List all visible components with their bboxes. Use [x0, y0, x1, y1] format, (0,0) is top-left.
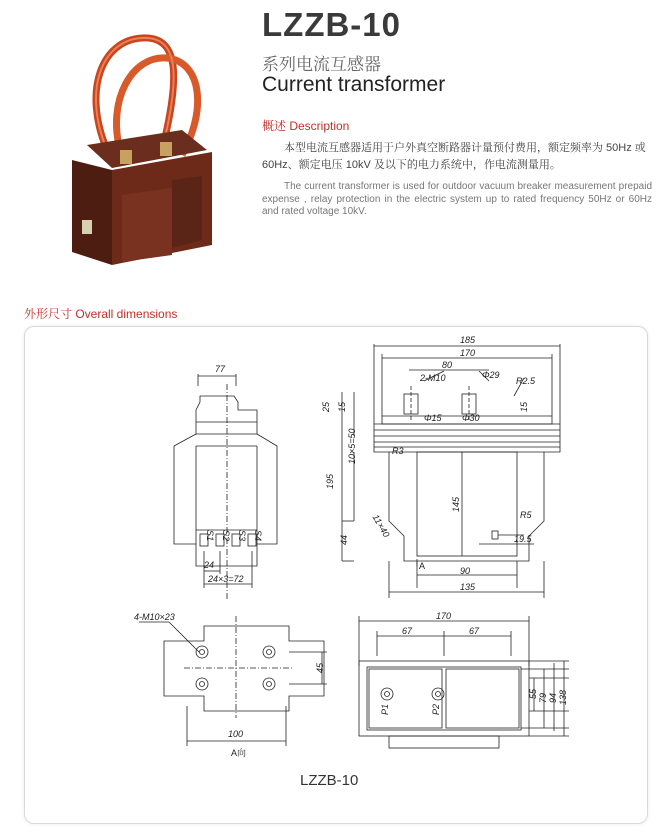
view-a-marker: A — [419, 561, 426, 571]
dim-185: 185 — [460, 335, 476, 345]
dimension-drawing — [24, 326, 646, 822]
dim-80: 80 — [442, 360, 453, 370]
terminal-s1: S1 — [205, 530, 215, 542]
dim-67-left: 67 — [402, 626, 413, 636]
dim-90: 90 — [460, 566, 471, 576]
dim-15-left: 15 — [337, 401, 347, 412]
top-view — [359, 616, 569, 748]
dim-67-right: 67 — [469, 626, 480, 636]
dim-79: 79 — [538, 692, 548, 703]
drawing-caption: LZZB-10 — [300, 772, 359, 789]
dim-fins: 10×5=50 — [347, 428, 357, 464]
radius-r5: R5 — [520, 510, 532, 520]
series-title: 系列电流互感器 — [262, 55, 381, 74]
bottom-view — [139, 616, 327, 746]
dimensions-heading: 外形尺寸 Overall dimensions — [24, 307, 178, 321]
terminal-s2: S2 — [221, 530, 231, 542]
description-chinese: 本型电流互感器适用于户外真空断路器计量预付费用，额定频率为 50Hz 或 60Hz、额定电压 10kV 及以下的电力系统中，作电流测量用。 — [262, 142, 646, 171]
radius-r3: R3 — [392, 446, 404, 456]
dim-195: 195 — [325, 473, 335, 489]
description-english: The current transformer is used for outdoor vacuum breaker measurement prepaid expense , relay protection in the electric system up to rated frequency 50Hz or 60Hz and rated voltage 10kV. — [262, 181, 652, 217]
dia-30: Φ30 — [462, 413, 480, 423]
dim-24x3: 24×3=72 — [208, 574, 244, 584]
product-photo — [62, 30, 237, 275]
top-view-labels — [380, 611, 568, 715]
dim-170: 170 — [460, 348, 476, 358]
radius-r2-5: R2.5 — [516, 376, 536, 386]
dim-100: 100 — [228, 729, 244, 739]
model-title: LZZB-10 — [262, 6, 401, 43]
side-view-labels — [203, 364, 263, 584]
view-a-label: A向 — [231, 748, 247, 758]
dia-15: Φ15 — [424, 413, 442, 423]
dim-24: 24 — [204, 560, 215, 570]
slot-11x40: 11×40 — [370, 512, 392, 539]
thread-2-m10: 2-M10 — [420, 373, 446, 383]
dim-135: 135 — [460, 582, 476, 592]
terminal-s4: S4 — [253, 530, 263, 542]
dim-25: 25 — [321, 401, 331, 412]
terminal-p1: P1 — [380, 703, 390, 715]
bolts-4-m10: 4-M10×23 — [134, 612, 175, 622]
dim-45: 45 — [315, 662, 325, 673]
front-view-labels — [321, 335, 536, 592]
dim-44: 44 — [339, 534, 349, 545]
dim-19-5: 19.5 — [514, 534, 532, 544]
english-title: Current transformer — [262, 73, 446, 96]
dim-170-top: 170 — [436, 611, 452, 621]
bottom-view-labels — [134, 612, 325, 758]
dim-145: 145 — [451, 496, 461, 512]
dim-138: 138 — [558, 689, 568, 705]
terminal-s3: S3 — [237, 530, 247, 542]
dim-15-right: 15 — [519, 401, 529, 412]
dim-77: 77 — [215, 364, 226, 374]
description-heading: 概述 Description — [262, 119, 350, 133]
dim-94: 94 — [548, 692, 558, 703]
dia-29: Φ29 — [482, 370, 500, 380]
side-view — [174, 374, 277, 601]
dim-55: 55 — [528, 688, 538, 699]
terminal-p2: P2 — [431, 703, 441, 715]
